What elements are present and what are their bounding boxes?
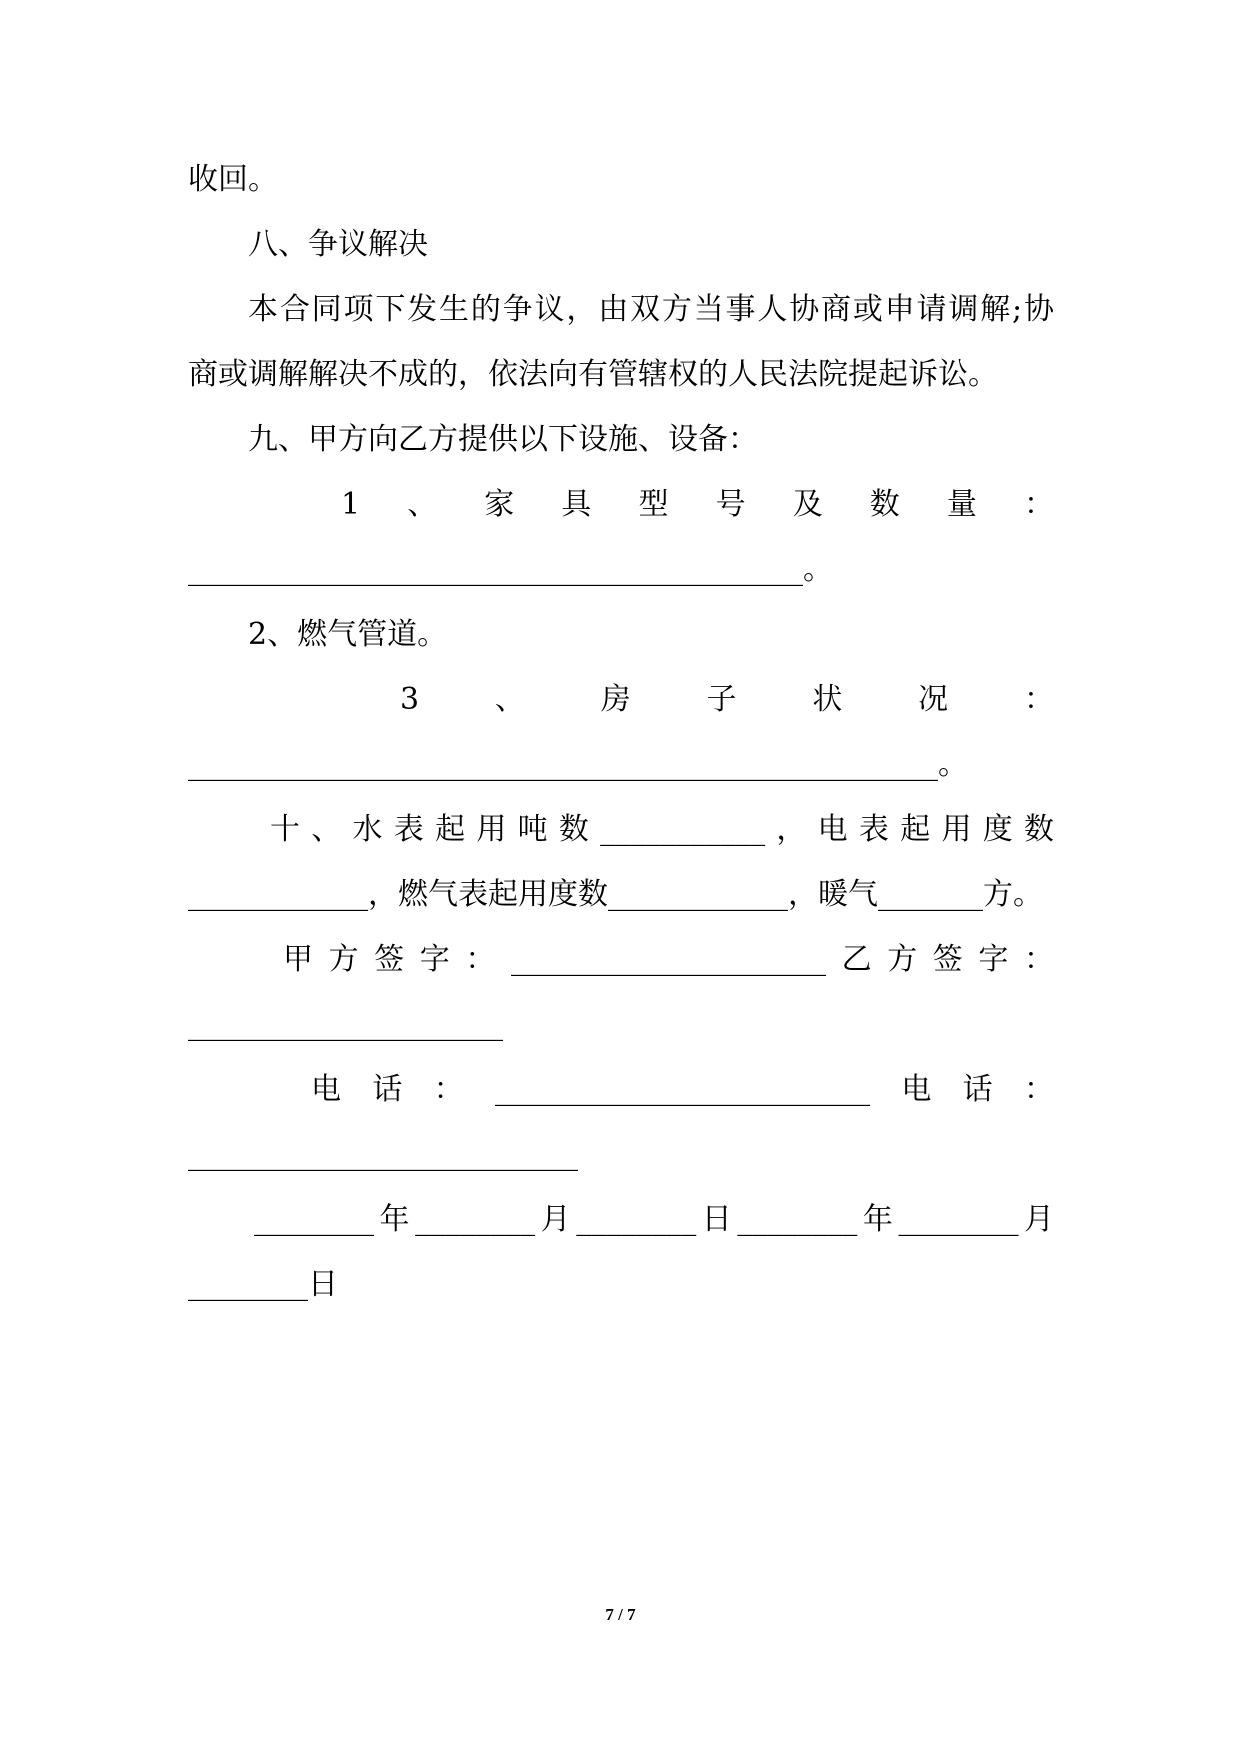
meter-readings-line: 十、水表起用吨数___________，电表起用度数 xyxy=(270,812,1054,847)
document-body xyxy=(188,147,1054,1317)
fill-in-blank-line: _____________________ xyxy=(188,1007,503,1042)
paragraph-line: 商或调解解决不成的，依法向有管辖权的人民法院提起诉讼。 xyxy=(188,357,998,392)
house-condition-item-label: 3、房子状况： xyxy=(400,682,1054,717)
signing-date-line: ________日 xyxy=(188,1267,338,1302)
party-signature-line: 甲方签字：_____________________乙方签字： xyxy=(283,942,1054,977)
furniture-item-label: 1、家具型号及数量： xyxy=(341,487,1054,522)
signature-block xyxy=(188,927,1054,1317)
clause-10-meter-readings xyxy=(188,797,1054,927)
fill-in-blank-line: _________________________________________。 xyxy=(188,552,833,587)
page-number: 7 / 7 xyxy=(605,1605,636,1624)
gas-pipe-item: 2、燃气管道。 xyxy=(248,617,448,652)
continued-paragraph-line: 收回。 xyxy=(188,162,278,197)
meter-readings-line: ____________，燃气表起用度数____________，暖气_______方。 xyxy=(188,877,1043,912)
clause-heading: 八、争议解决 xyxy=(248,227,428,262)
fill-in-blank-line: __________________________________________________。 xyxy=(188,747,968,782)
fill-in-blank-line: __________________________ xyxy=(188,1137,578,1172)
paragraph-line: 本合同项下发生的争议，由双方当事人协商或申请调解;协 xyxy=(248,292,1054,327)
clause-9-facilities xyxy=(188,407,1054,797)
signing-date-line: ________年________月________日________年________月 xyxy=(254,1202,1054,1237)
clause-heading: 九、甲方向乙方提供以下设施、设备： xyxy=(248,422,758,457)
party-phone-line: 电话：_________________________电话： xyxy=(311,1072,1054,1107)
clause-8-dispute-resolution xyxy=(188,212,1054,407)
